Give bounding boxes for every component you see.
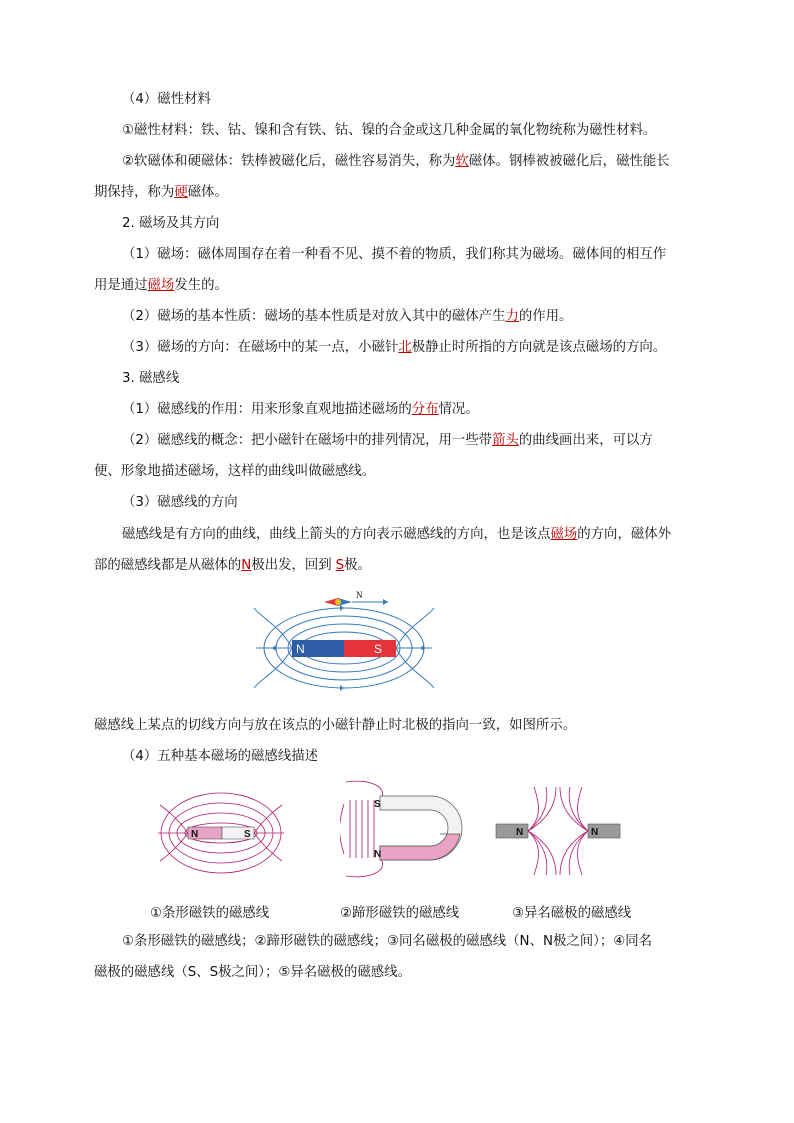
field-line bbox=[254, 608, 292, 648]
right-n-label: N bbox=[591, 827, 599, 838]
field-line bbox=[528, 831, 539, 875]
answer-n-pole: N bbox=[241, 558, 252, 573]
answer-field-2: 磁场 bbox=[550, 527, 578, 542]
paragraph-soft-hard-magnet-cont: 期保持，称为硬磁体。 bbox=[94, 185, 228, 200]
field-line bbox=[578, 831, 589, 875]
field-line bbox=[578, 787, 589, 831]
south-pole-block bbox=[344, 640, 396, 657]
horseshoe-south-label: S bbox=[374, 799, 381, 810]
field-line bbox=[528, 787, 556, 831]
paragraph-field-line-use: （1）磁感线的作用：用来形象直观地描述磁场的分布情况。 bbox=[122, 402, 479, 417]
section-title-field-direction: 2. 磁场及其方向 bbox=[122, 216, 220, 231]
field-line bbox=[346, 781, 383, 800]
needle-north-label: N bbox=[356, 590, 363, 600]
answer-arrow: 箭头 bbox=[492, 433, 519, 448]
section-title-field-lines: 3. 磁感线 bbox=[122, 371, 180, 386]
paragraph-field-property: （2）磁场的基本性质：磁场的基本性质是对放入其中的磁体产生力的作用。 bbox=[122, 309, 573, 324]
horseshoe-magnet-figure bbox=[340, 774, 466, 886]
answer-s-pole: S bbox=[335, 558, 345, 573]
answer-field: 磁场 bbox=[147, 278, 175, 293]
paragraph-field-line-concept-cont: 便、形象地描述磁场，这样的曲线叫做磁感线。 bbox=[94, 464, 376, 479]
field-line bbox=[346, 858, 383, 877]
arrow-head bbox=[420, 645, 424, 651]
paragraph-tangent-direction: 磁感线上某点的切线方向与放在该点的小磁针静止时北极的指向一致，如图所示。 bbox=[94, 718, 577, 733]
paragraph-field-line-direction-cont: 部的磁感线都是从磁体的N极出发，回到 S极。 bbox=[94, 558, 371, 573]
field-line bbox=[340, 804, 344, 854]
paragraph-field-def-cont: 用是通过磁场发生的。 bbox=[94, 278, 228, 293]
caption-horseshoe-magnet: ②蹄形磁铁的磁感线 bbox=[340, 906, 460, 921]
answer-hard: 硬 bbox=[174, 185, 188, 200]
compass-needle bbox=[324, 598, 352, 606]
field-line bbox=[560, 787, 588, 831]
arrow-head bbox=[272, 645, 276, 651]
paragraph-magnetic-material-def: ①磁性材料：铁、钴、镍和含有铁、钴、镍的合金或这几种金属的氧化物统称为磁性材料。 bbox=[122, 123, 657, 138]
caption-bar-magnet: ①条形磁铁的磁感线 bbox=[150, 906, 270, 921]
arrow-head bbox=[340, 605, 344, 611]
heading-five-fields: （4）五种基本磁场的磁感线描述 bbox=[122, 749, 318, 764]
north-pole-label: N bbox=[296, 642, 305, 656]
paragraph-field-def: （1）磁场：磁体周围存在着一种看不见、摸不着的物质，我们称其为磁场。磁体间的相互作 bbox=[122, 247, 667, 262]
arrow-head bbox=[340, 685, 344, 691]
paragraph-five-fields-list-cont: 磁极的磁感线（S、S极之间）；⑤异名磁极的磁感线。 bbox=[94, 965, 411, 980]
paragraph-five-fields-list: ①条形磁铁的磁感线；②蹄形磁铁的磁感线；③同名磁极的磁感线（N、N极之间）；④同名 bbox=[122, 934, 653, 949]
needle-arrow-head bbox=[383, 599, 388, 605]
paragraph-field-direction: （3）磁场的方向：在磁场中的某一点，小磁针北极静止时所指的方向就是该点磁场的方向。 bbox=[122, 340, 667, 355]
bar-south-label: S bbox=[244, 829, 251, 840]
paragraph-field-line-direction: 磁感线是有方向的曲线，曲线上箭头的方向表示磁感线的方向，也是该点磁场的方向，磁体外 bbox=[122, 527, 672, 542]
bar-north-label: N bbox=[191, 829, 199, 840]
heading-field-line-direction: （3）磁感线的方向 bbox=[122, 495, 238, 510]
paragraph-field-line-concept: （2）磁感线的概念：把小磁针在磁场中的排列情况，用一些带箭头的曲线画出来，可以方 bbox=[122, 433, 653, 448]
left-n-label: N bbox=[516, 827, 524, 838]
bar-magnet-figure bbox=[156, 783, 286, 883]
horseshoe-north-label: N bbox=[374, 849, 382, 860]
heading-magnetic-materials: （4）磁性材料 bbox=[122, 92, 211, 107]
answer-soft: 软 bbox=[455, 154, 469, 169]
bar-magnet-field-figure bbox=[252, 588, 436, 696]
field-line bbox=[560, 831, 588, 875]
horseshoe-north-arm bbox=[380, 834, 460, 860]
south-pole-label: S bbox=[374, 642, 383, 656]
field-line bbox=[396, 648, 434, 688]
answer-force: 力 bbox=[505, 309, 519, 324]
field-line bbox=[528, 831, 556, 875]
paragraph-soft-hard-magnet: ②软磁体和硬磁体：铁棒被磁化后，磁性容易消失，称为软磁体。钢棒被被磁化后，磁性能长 bbox=[122, 154, 670, 169]
field-line bbox=[396, 608, 434, 648]
answer-distribution: 分布 bbox=[411, 402, 439, 417]
field-line bbox=[528, 787, 539, 831]
field-line bbox=[254, 648, 292, 688]
caption-unlike-poles: ③异名磁极的磁感线 bbox=[512, 906, 632, 921]
unlike-poles-figure bbox=[494, 787, 622, 875]
answer-north: 北 bbox=[398, 340, 412, 355]
